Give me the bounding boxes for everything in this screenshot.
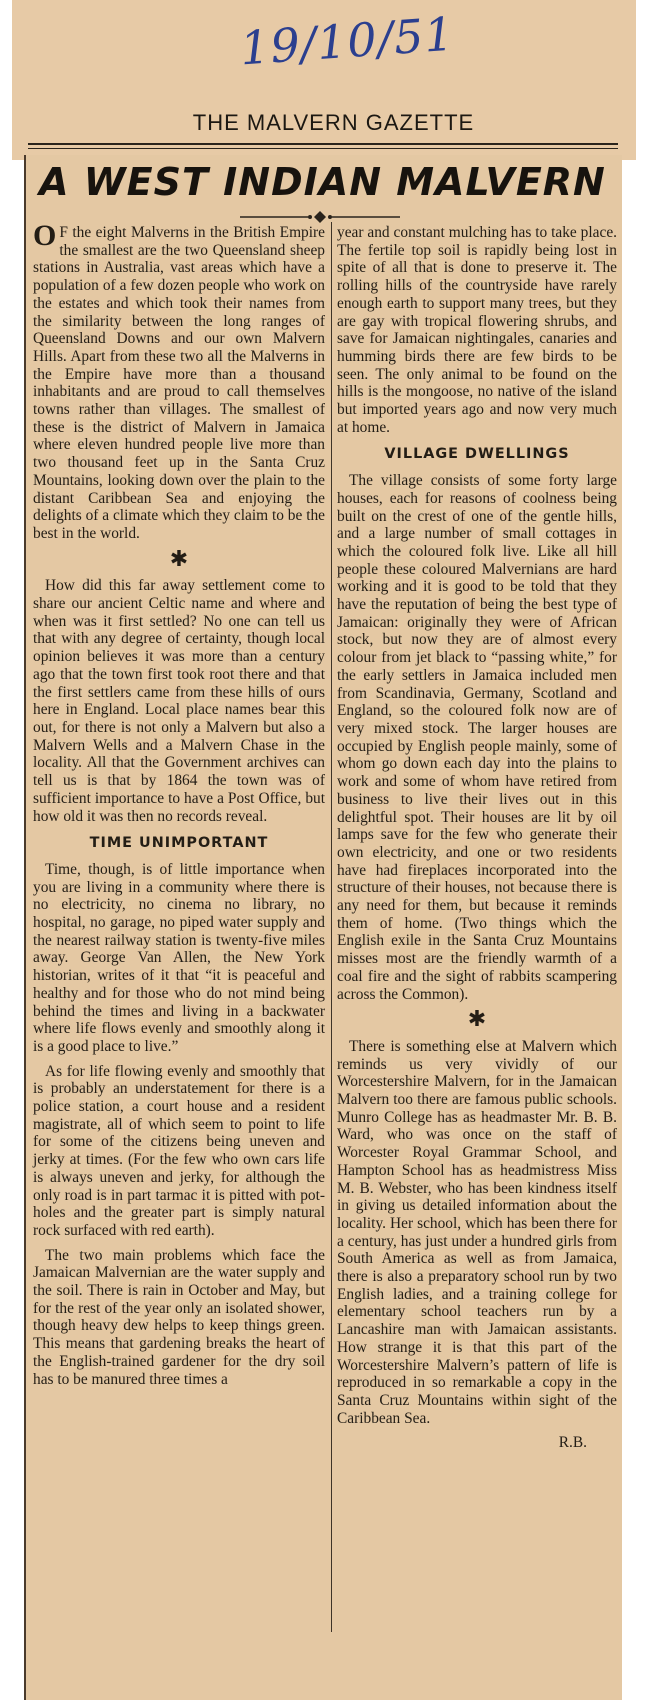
paragraph: year and constant mulching has to take place. The fertile top soil is rapidly being lost in spite of all that is done to preserve it. The rolling hills of the countryside have rarely enough earth to support many trees, but they are gay with tropical flowering shrubs, and save for Jamaican nightingales, canaries and humming birds there are few birds to be seen. The only animal to be found on the hills is the mongoose, no native of the island but imported years ago and now very much at home. [337, 224, 617, 436]
paragraph [33, 219, 325, 543]
column-divider [331, 222, 332, 1632]
newspaper-name: THE MALVERN GAZETTE [192, 110, 475, 135]
paragraph: Time, though, is of little importance when you are living in a community where there is no electricity, no cinema no library, no hospital, no garage, no piped water supply and the nearest railway station is twenty-five miles away. George Van Allen, the New York historian, writes of it that “it is peaceful and healthy and for those who do not mind being behind the times and living in a backwater where life flows evenly and smoothly along it is a good place to live.” [33, 860, 325, 1055]
author-signature: R.B. [558, 1434, 587, 1452]
paragraph-text: F the eight Malverns in the British Empire the smallest are the two Queensland sheep stations in Australia, vast areas which have a population of a few dozen people who work on the estates and which took their names from the similarity between the long ranges of Queensland Downs and our own Malvern Hills. Apart from these two all the Malverns in the Empire have more than a thousand inhabitants and are proud to call themselves towns rather than villages. The smallest of these is the district of Malvern in Jamaica where eleven hundred people live more than two thousand feet up in the Santa Cruz Mountains, looking down over the plain to the distant Caribbean Sea and enjoying the delights of a climate which they claim to be the best in the world. [33, 224, 325, 542]
headline-ornament [240, 210, 400, 224]
paragraph: There is something else at Malvern which reminds us very vividly of our Worcestershire Malvern, for in the Jamaican Malvern too there are famous public schools. Munro College has as headmaster Mr. B. B. Ward, who was once on the staff of Worcester Royal Grammar School, and Hampton School has as headmistress Miss M. B. Webster, who has been kindness itself in giving us detailed information about the locality. Her school, which has been there for a century, has just under a hundred girls from South America as well as from Jamaica, there is also a preparatory school run by two English ladies, and a training college for elementary school teachers run by a Lancashire man with Jamaican assistants. How strange it is that this part of the Worcestershire Malvern’s pattern of life is reproduced in so remarkable a copy in the Santa Cruz Mountains within sight of the Caribbean Sea. [337, 1037, 617, 1427]
masthead-rule-thin [28, 148, 618, 149]
subheading-village-dwellings: VILLAGE DWELLINGS [384, 446, 570, 463]
right-column [337, 224, 617, 1452]
handwritten-date: 19/10/51 [238, 6, 457, 76]
left-column [33, 219, 325, 1395]
paragraph: The village consists of some forty large houses, each for reasons of coolness being built on the crest of one of the gentle hills, and a large number of small cottages in which the coloured folk live. Like all hill people these coloured Malvernians are hard working and it is good to be told that they have the reputation of being the best type of Jamaican: originally they were of African stock, but now they are of almost every colour from jet black to “passing white,” for the early settlers in Jamaica included men from Scandinavia, Germany, Scotland and England, so the coloured folk now are of very mixed stock. The larger houses are occupied by English people mainly, some of whom go down each day into the plains to work and some of whom have retired from business to live their lives out in this delightful spot. Their houses are lit by oil lamps save for the few who generate their own electricity, and one or two residents have had fireplaces incorporated into the structure of their houses, not because there is any need for them, but because it reminds them of home. (Two things which the English exile in the Santa Cruz Mountains misses most are the friendly warmth of a coal fire and the sight of rabbits scampering across the Common). [337, 472, 617, 1003]
paragraph: As for life flowing evenly and smoothly that is probably an understatement for there is a police station, a court house and a resident magistrate, all of which seem to point to life for some of the citizens being uneven and jerky at times. (For the few who own cars life is always uneven and jerky, for although the only road is in part tarmac it is pitted with pot-holes and the greater part is simply natural rock surfaced with red earth). [33, 1062, 325, 1239]
paragraph: How did this far away settlement come to share our ancient Celtic name and where and when was it first settled? No one can tell us that with any degree of certainty, though local opinion believes it was more than a century ago that the town first took root there and that the first settlers came from these hills of ours here in England. Local place names bear this out, for there is not only a Malvern but also a Malvern Wells and a Malvern Chase in the locality. All that the Government archives can tell us is that by 1864 the town was of sufficient importance to have a Post Office, but how old it was then no records reveal. [33, 577, 325, 825]
article-headline: A WEST INDIAN MALVERN [39, 160, 606, 204]
section-break-star: ✱ [467, 1006, 487, 1032]
drop-cap: O [33, 219, 57, 252]
section-break-star: ✱ [169, 545, 189, 571]
subheading-time-unimportant: TIME UNIMPORTANT [89, 835, 269, 852]
masthead-rule [28, 143, 618, 145]
paragraph: The two main problems which face the Jamaican Malvernian are the water supply and the soil. There is rain in October and May, but for the rest of the year only an isolated shower, though heavy dew helps to keep things green. This means that gardening breaks the heart of the English-trained gardener for the dry soil has to be manured three times a [33, 1246, 325, 1388]
